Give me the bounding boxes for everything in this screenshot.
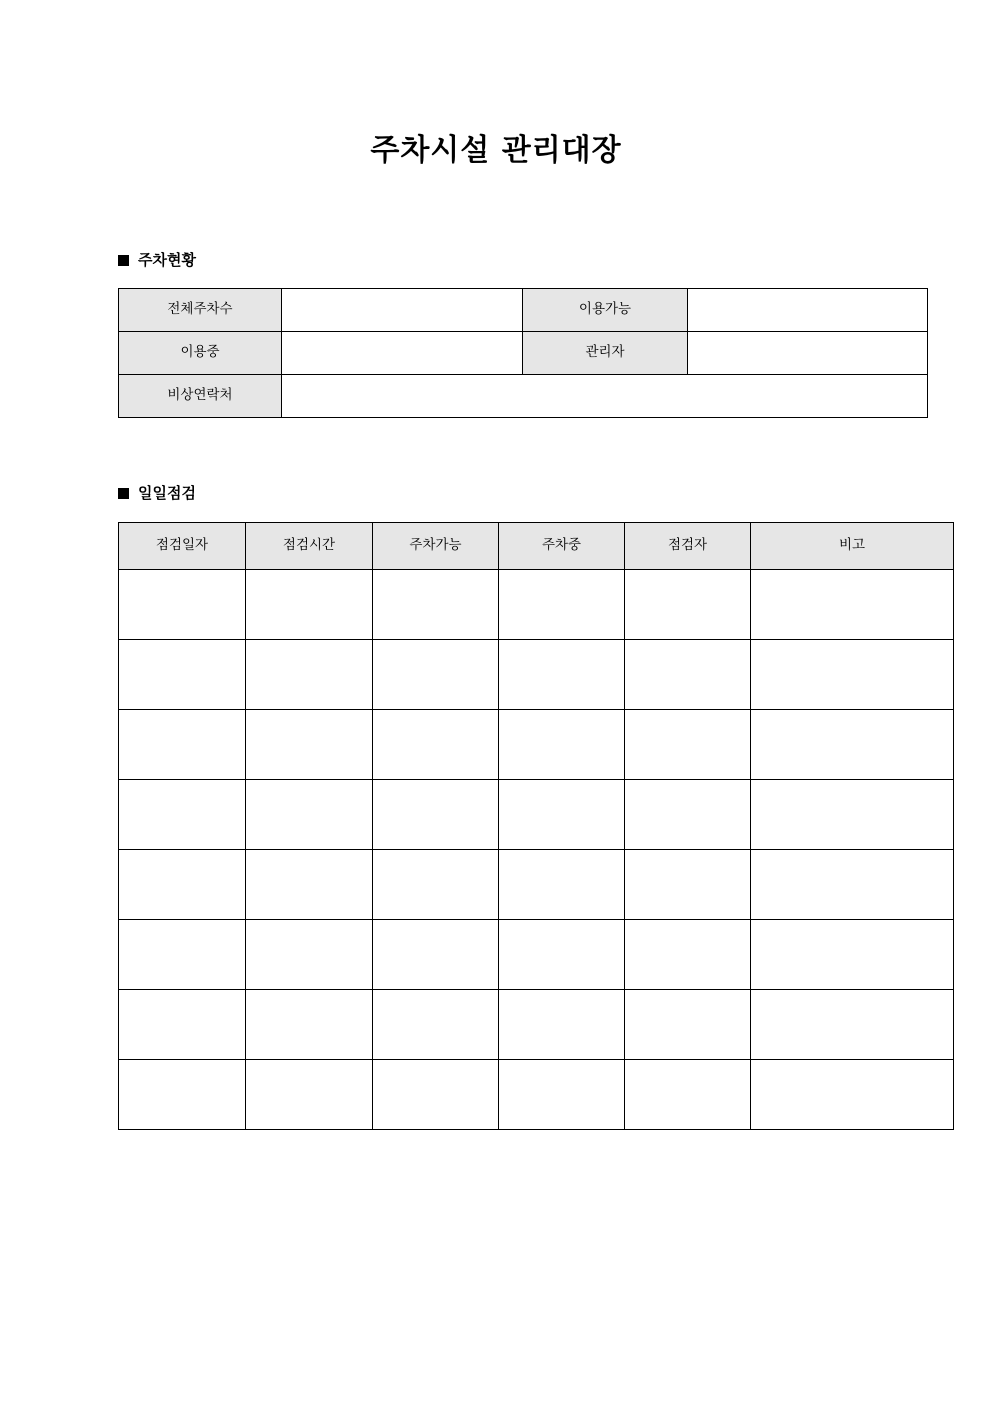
cell-available-spaces[interactable]	[373, 640, 499, 710]
filled-square-bullet-icon	[118, 488, 129, 499]
cell-inspection-time[interactable]	[246, 640, 373, 710]
cell-occupied-spaces[interactable]	[499, 850, 625, 920]
cell-inspection-date[interactable]	[119, 710, 246, 780]
table-row	[119, 375, 928, 418]
cell-remarks[interactable]	[751, 640, 954, 710]
table-row	[119, 289, 928, 332]
section-heading-label: 일일점검	[138, 484, 196, 502]
cell-inspection-time[interactable]	[246, 710, 373, 780]
value-in-use[interactable]	[282, 332, 523, 375]
cell-occupied-spaces[interactable]	[499, 1060, 625, 1130]
cell-inspection-date[interactable]	[119, 990, 246, 1060]
cell-inspection-date[interactable]	[119, 850, 246, 920]
parking-status-table	[118, 288, 928, 418]
section-heading-label: 주차현황	[138, 251, 196, 269]
cell-available-spaces[interactable]	[373, 780, 499, 850]
column-header-inspector: 점검자	[625, 523, 751, 570]
label-available: 이용가능	[523, 289, 688, 332]
cell-inspector[interactable]	[625, 1060, 751, 1130]
cell-remarks[interactable]	[751, 780, 954, 850]
value-emergency-contact[interactable]	[282, 375, 928, 418]
label-total-spaces: 전체주차수	[119, 289, 282, 332]
cell-inspector[interactable]	[625, 570, 751, 640]
cell-remarks[interactable]	[751, 850, 954, 920]
daily-inspection-body	[119, 570, 954, 1130]
label-emergency-contact: 비상연락처	[119, 375, 282, 418]
daily-inspection-table	[118, 522, 954, 1130]
cell-occupied-spaces[interactable]	[499, 920, 625, 990]
cell-inspector[interactable]	[625, 990, 751, 1060]
section-heading-daily-inspection	[118, 486, 196, 501]
cell-remarks[interactable]	[751, 710, 954, 780]
cell-occupied-spaces[interactable]	[499, 640, 625, 710]
value-total-spaces[interactable]	[282, 289, 523, 332]
cell-inspection-date[interactable]	[119, 920, 246, 990]
cell-available-spaces[interactable]	[373, 990, 499, 1060]
filled-square-bullet-icon	[118, 255, 129, 266]
section-heading-parking-status	[118, 253, 196, 268]
cell-inspection-date[interactable]	[119, 780, 246, 850]
column-header-occupied-spaces: 주차중	[499, 523, 625, 570]
cell-remarks[interactable]	[751, 570, 954, 640]
cell-inspection-time[interactable]	[246, 920, 373, 990]
table-row	[119, 850, 954, 920]
value-manager[interactable]	[688, 332, 928, 375]
cell-inspector[interactable]	[625, 780, 751, 850]
cell-inspection-time[interactable]	[246, 780, 373, 850]
cell-occupied-spaces[interactable]	[499, 780, 625, 850]
cell-inspector[interactable]	[625, 920, 751, 990]
column-header-remarks: 비고	[751, 523, 954, 570]
table-row	[119, 780, 954, 850]
cell-occupied-spaces[interactable]	[499, 990, 625, 1060]
cell-inspection-date[interactable]	[119, 1060, 246, 1130]
cell-inspection-time[interactable]	[246, 990, 373, 1060]
label-manager: 관리자	[523, 332, 688, 375]
column-header-inspection-date: 점검일자	[119, 523, 246, 570]
column-header-available-spaces: 주차가능	[373, 523, 499, 570]
cell-inspection-date[interactable]	[119, 640, 246, 710]
table-row	[119, 332, 928, 375]
cell-available-spaces[interactable]	[373, 1060, 499, 1130]
cell-inspection-date[interactable]	[119, 570, 246, 640]
cell-inspection-time[interactable]	[246, 570, 373, 640]
cell-available-spaces[interactable]	[373, 850, 499, 920]
label-in-use: 이용중	[119, 332, 282, 375]
cell-inspector[interactable]	[625, 850, 751, 920]
cell-available-spaces[interactable]	[373, 570, 499, 640]
cell-available-spaces[interactable]	[373, 920, 499, 990]
value-available[interactable]	[688, 289, 928, 332]
cell-inspector[interactable]	[625, 710, 751, 780]
cell-remarks[interactable]	[751, 1060, 954, 1130]
table-row	[119, 990, 954, 1060]
table-row	[119, 640, 954, 710]
cell-available-spaces[interactable]	[373, 710, 499, 780]
column-header-inspection-time: 점검시간	[246, 523, 373, 570]
table-header-row	[119, 523, 954, 570]
cell-inspection-time[interactable]	[246, 850, 373, 920]
cell-inspector[interactable]	[625, 640, 751, 710]
table-row	[119, 570, 954, 640]
cell-occupied-spaces[interactable]	[499, 570, 625, 640]
table-row	[119, 1060, 954, 1130]
cell-occupied-spaces[interactable]	[499, 710, 625, 780]
cell-inspection-time[interactable]	[246, 1060, 373, 1130]
cell-remarks[interactable]	[751, 990, 954, 1060]
cell-remarks[interactable]	[751, 920, 954, 990]
page-title: 주차시설 관리대장	[370, 133, 622, 168]
table-row	[119, 920, 954, 990]
table-row	[119, 710, 954, 780]
